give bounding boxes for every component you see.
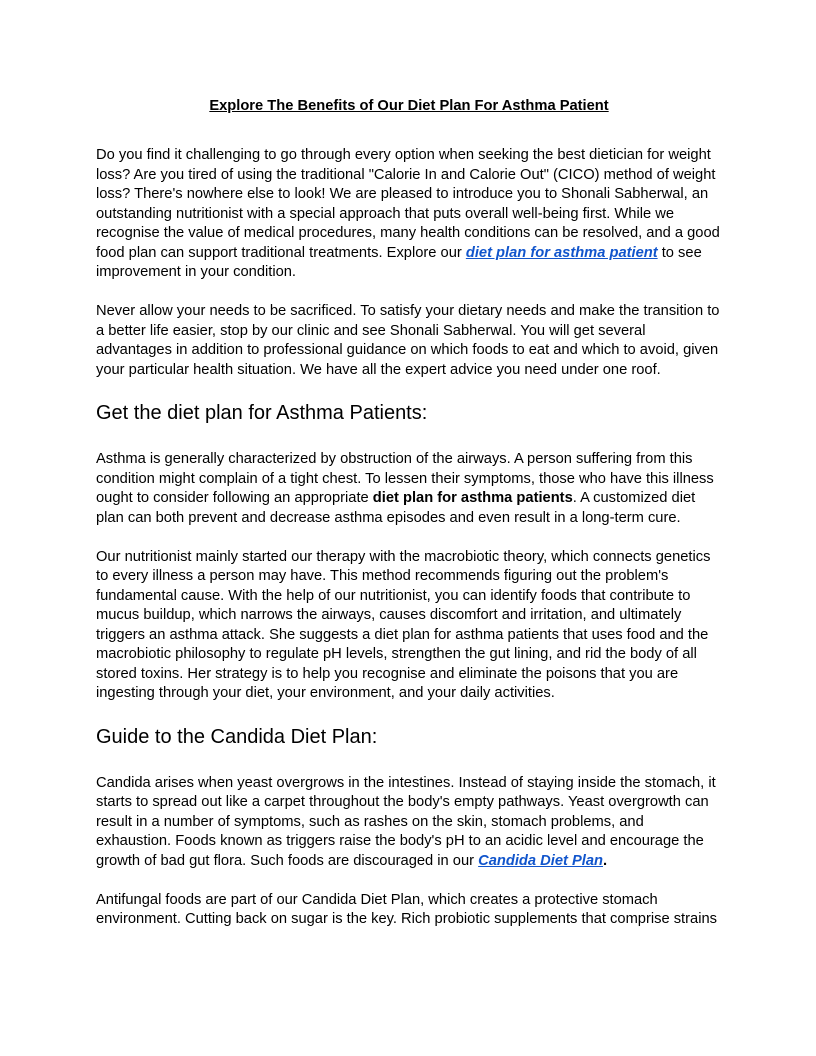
- paragraph-text: Do you find it challenging to go through every option when seeking the best dietician for weight loss? Are you tired of using the traditional "Calorie In and Calorie Out" (CICO) method of weight loss? There's nowhere else to look! We are pleased to introduce you to Shonali Sabherwal, an outstanding nutritionist with a special approach that puts overall well-being first. While we recognise the value of medical procedures, many health conditions can be resolved, and a good food plan can support traditional treatments. Explore our: [96, 147, 720, 261]
- paragraph-text: . A customized diet plan can both prevent and decrease asthma episodes and even result in a long-term cure.: [96, 490, 696, 526]
- paragraph-text: Candida arises when yeast overgrows in the intestines. Instead of staying inside the stomach, it starts to spread out like a carpet throughout the body's empty pathways. Yeast overgrowth can result in a number of symptoms, such as rashes on the skin, stomach problems, and exhaustion. Foods known as triggers raise the body's pH to an acidic level and encourage the growth of bad gut flora. Such foods are discouraged in our: [96, 774, 716, 869]
- diet-plan-asthma-link[interactable]: diet plan for asthma patient: [465, 244, 658, 261]
- candida-diet-plan-link[interactable]: Candida Diet Plan: [478, 852, 603, 869]
- document-page: [96, 96, 722, 949]
- document-title: Explore The Benefits of Our Diet Plan For Asthma Patient: [209, 98, 609, 114]
- paragraph: Antifungal foods are part of our Candida Diet Plan, which creates a protective stomach environment. Cutting back on sugar is the key. Rich probiotic supplements that comprise strains: [96, 891, 717, 927]
- bold-text: diet plan for asthma patients: [372, 490, 573, 506]
- paragraph: [96, 450, 722, 528]
- paragraph: [96, 774, 722, 872]
- paragraph-text: Asthma is generally characterized by obstruction of the airways. A person suffering from this condition might complain of a tight chest. To lessen their symptoms, those who have this illness ought to consider following an appropriate: [96, 451, 714, 506]
- paragraph: Our nutritionist mainly started our therapy with the macrobiotic theory, which connects genetics to every illness a person may have. This method recommends figuring out the problem's fundamental cause. With the help of our nutritionist, you can identify foods that contribute to mucus buildup, which narrows the airways, causes discomfort and irritation, and ultimately triggers an asthma attack. She suggests a diet plan for asthma patients that uses food and the macrobiotic philosophy to regulate pH levels, strengthen the gut lining, and rid the body of all stored toxins. Her strategy is to help you recognise and eliminate the poisons that you are ingesting through your diet, your environment, and your daily activities.: [96, 548, 711, 701]
- section-heading-asthma: Get the diet plan for Asthma Patients:: [96, 402, 428, 424]
- paragraph: Never allow your needs to be sacrificed. To satisfy your dietary needs and make the transition to a better life easier, stop by our clinic and see Shonali Sabherwal. You will get several advantages in addition to professional guidance on which foods to eat and which to avoid, given your particular health situation. We have all the expert advice you need under one roof.: [96, 303, 720, 378]
- bold-text: .: [603, 852, 608, 869]
- intro-paragraph: [96, 146, 722, 283]
- section-heading-candida: Guide to the Candida Diet Plan:: [96, 725, 378, 748]
- paragraph-text: to see improvement in your condition.: [96, 244, 702, 280]
